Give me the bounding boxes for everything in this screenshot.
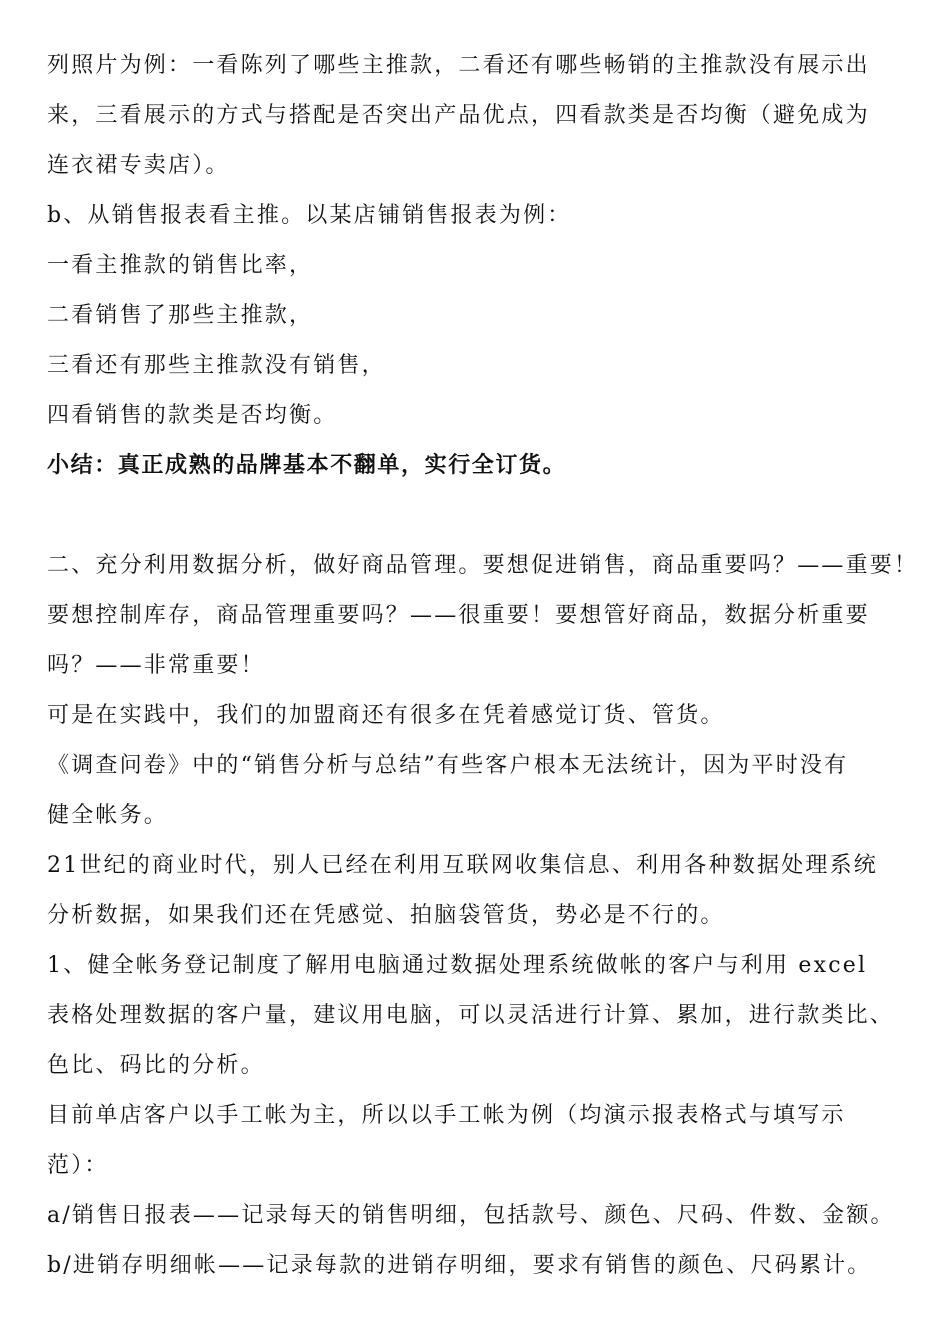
paragraph-line: 三看还有那些主推款没有销售， (47, 353, 386, 378)
paragraph-line: 《调查问卷》中的“销售分析与总结”有些客户根本无法统计，因为平时没有 (47, 753, 849, 778)
paragraph-line: 健全帐务。 (47, 803, 169, 828)
paragraph-line: 二看销售了那些主推款， (47, 303, 314, 328)
paragraph-line: 四看销售的款类是否均衡。 (47, 403, 338, 428)
paragraph-line: b/进销存明细帐——记录每款的进销存明细，要求有销售的颜色、尺码累计。 (47, 1253, 872, 1278)
summary-line: 小结：真正成熟的品牌基本不翻单，实行全订货。 (47, 453, 567, 478)
paragraph-line: 一看主推款的销售比率， (47, 253, 314, 278)
paragraph-line: 要想控制库存，商品管理重要吗？——很重要！要想管好商品，数据分析重要 (47, 603, 870, 628)
paragraph-line: a/销售日报表——记录每天的销售明细，包括款号、颜色、尺码、件数、金额。 (47, 1203, 895, 1228)
paragraph-line: 1、健全帐务登记制度了解用电脑通过数据处理系统做帐的客户与利用 excel (47, 953, 868, 978)
paragraph-line: b、从销售报表看主推。以某店铺销售报表为例： (47, 203, 572, 228)
paragraph-line: 列照片为例：一看陈列了哪些主推款，二看还有哪些畅销的主推款没有展示出 (47, 53, 870, 78)
paragraph-line: 色比、码比的分析。 (47, 1053, 265, 1078)
paragraph-line: 21世纪的商业时代，别人已经在利用互联网收集信息、利用各种数据处理系统 (47, 853, 878, 878)
paragraph-line: 吗？——非常重要！ (47, 653, 265, 678)
paragraph-line: 可是在实践中，我们的加盟商还有很多在凭着感觉订货、管货。 (47, 703, 725, 728)
section-heading-line: 二、充分利用数据分析，做好商品管理。要想促进销售，商品重要吗？——重要！ (47, 553, 919, 578)
paragraph-line: 范）： (47, 1153, 109, 1178)
paragraph-line: 连衣裙专卖店）。 (47, 153, 230, 178)
paragraph-line: 目前单店客户以手工帐为主，所以以手工帐为例（均演示报表格式与填写示 (47, 1103, 846, 1128)
paragraph-line: 来，三看展示的方式与搭配是否突出产品优点，四看款类是否均衡（避免成为 (47, 103, 870, 128)
paragraph-line: 分析数据，如果我们还在凭感觉、拍脑袋管货，势必是不行的。 (47, 903, 725, 928)
paragraph-line: 表格处理数据的客户量，建议用电脑，可以灵活进行计算、累加，进行款类比、 (47, 1003, 895, 1028)
